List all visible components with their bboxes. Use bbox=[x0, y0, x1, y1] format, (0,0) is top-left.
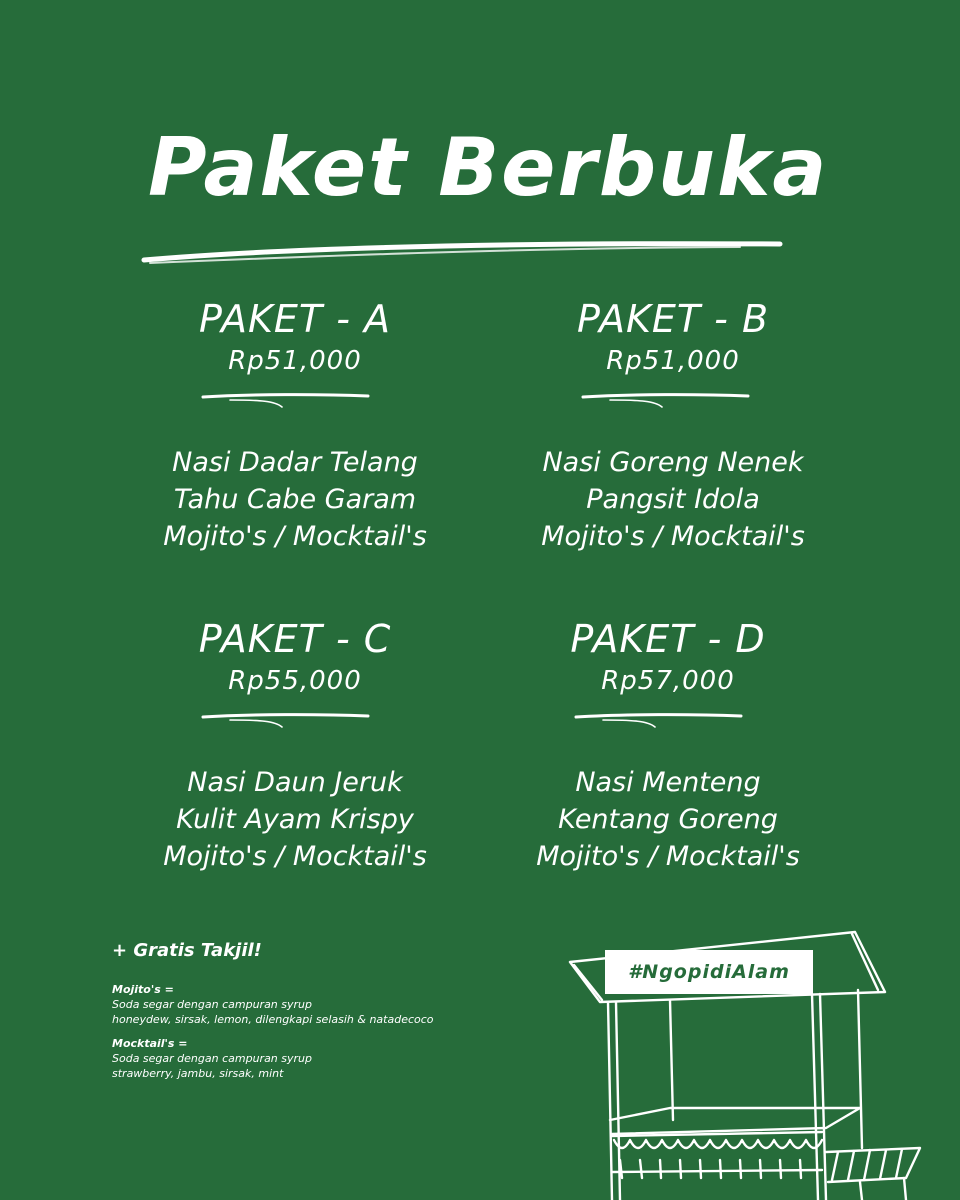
package-price: Rp57,000 bbox=[601, 666, 735, 696]
menu-item: Kentang Goreng bbox=[558, 804, 778, 835]
price-underline bbox=[580, 390, 752, 410]
note-mocktails bbox=[112, 1037, 532, 1081]
menu-item: Nasi Dadar Telang bbox=[172, 447, 418, 478]
menu-item: Nasi Daun Jeruk bbox=[187, 767, 403, 798]
title-underline bbox=[140, 232, 785, 266]
price-underline bbox=[573, 710, 745, 730]
stall-sign: #NgopidiAlam bbox=[605, 950, 813, 994]
menu-item: Mojito's / Mocktail's bbox=[163, 521, 427, 552]
note-mojitos bbox=[112, 983, 532, 1027]
package-a bbox=[85, 297, 505, 376]
menu-item: Kulit Ayam Krispy bbox=[176, 804, 414, 835]
package-b bbox=[463, 297, 883, 376]
package-name: PAKET - B bbox=[576, 297, 770, 341]
menu-item: Nasi Menteng bbox=[575, 767, 761, 798]
package-price: Rp55,000 bbox=[228, 666, 362, 696]
package-c bbox=[85, 617, 505, 696]
note-line: Soda segar dengan campuran syrup bbox=[112, 1052, 312, 1065]
menu-item: Pangsit Idola bbox=[586, 484, 760, 515]
package-items bbox=[458, 764, 878, 875]
note-title: Mojito's = bbox=[112, 983, 174, 996]
package-name: PAKET - D bbox=[570, 617, 766, 661]
package-items bbox=[85, 444, 505, 555]
package-d bbox=[458, 617, 878, 696]
package-items bbox=[85, 764, 505, 875]
menu-item: Nasi Goreng Nenek bbox=[542, 447, 804, 478]
note-line: strawberry, jambu, sirsak, mint bbox=[112, 1067, 284, 1080]
note-line: Soda segar dengan campuran syrup bbox=[112, 998, 312, 1011]
package-price: Rp51,000 bbox=[228, 346, 362, 376]
price-underline bbox=[200, 390, 372, 410]
page-title: Paket Berbuka bbox=[148, 121, 829, 214]
menu-item: Mojito's / Mocktail's bbox=[536, 841, 800, 872]
price-underline bbox=[200, 710, 372, 730]
extras-notes bbox=[112, 940, 532, 1091]
package-name: PAKET - A bbox=[198, 297, 392, 341]
menu-item: Mojito's / Mocktail's bbox=[163, 841, 427, 872]
menu-item: Tahu Cabe Garam bbox=[173, 484, 417, 515]
package-items bbox=[463, 444, 883, 555]
package-price: Rp51,000 bbox=[606, 346, 740, 376]
gratis-takjil: + Gratis Takjil! bbox=[112, 940, 262, 961]
package-name: PAKET - C bbox=[198, 617, 392, 661]
note-title: Mocktail's = bbox=[112, 1037, 188, 1050]
menu-item: Mojito's / Mocktail's bbox=[541, 521, 805, 552]
note-line: honeydew, sirsak, lemon, dilengkapi selasih & natadecoco bbox=[112, 1013, 434, 1026]
